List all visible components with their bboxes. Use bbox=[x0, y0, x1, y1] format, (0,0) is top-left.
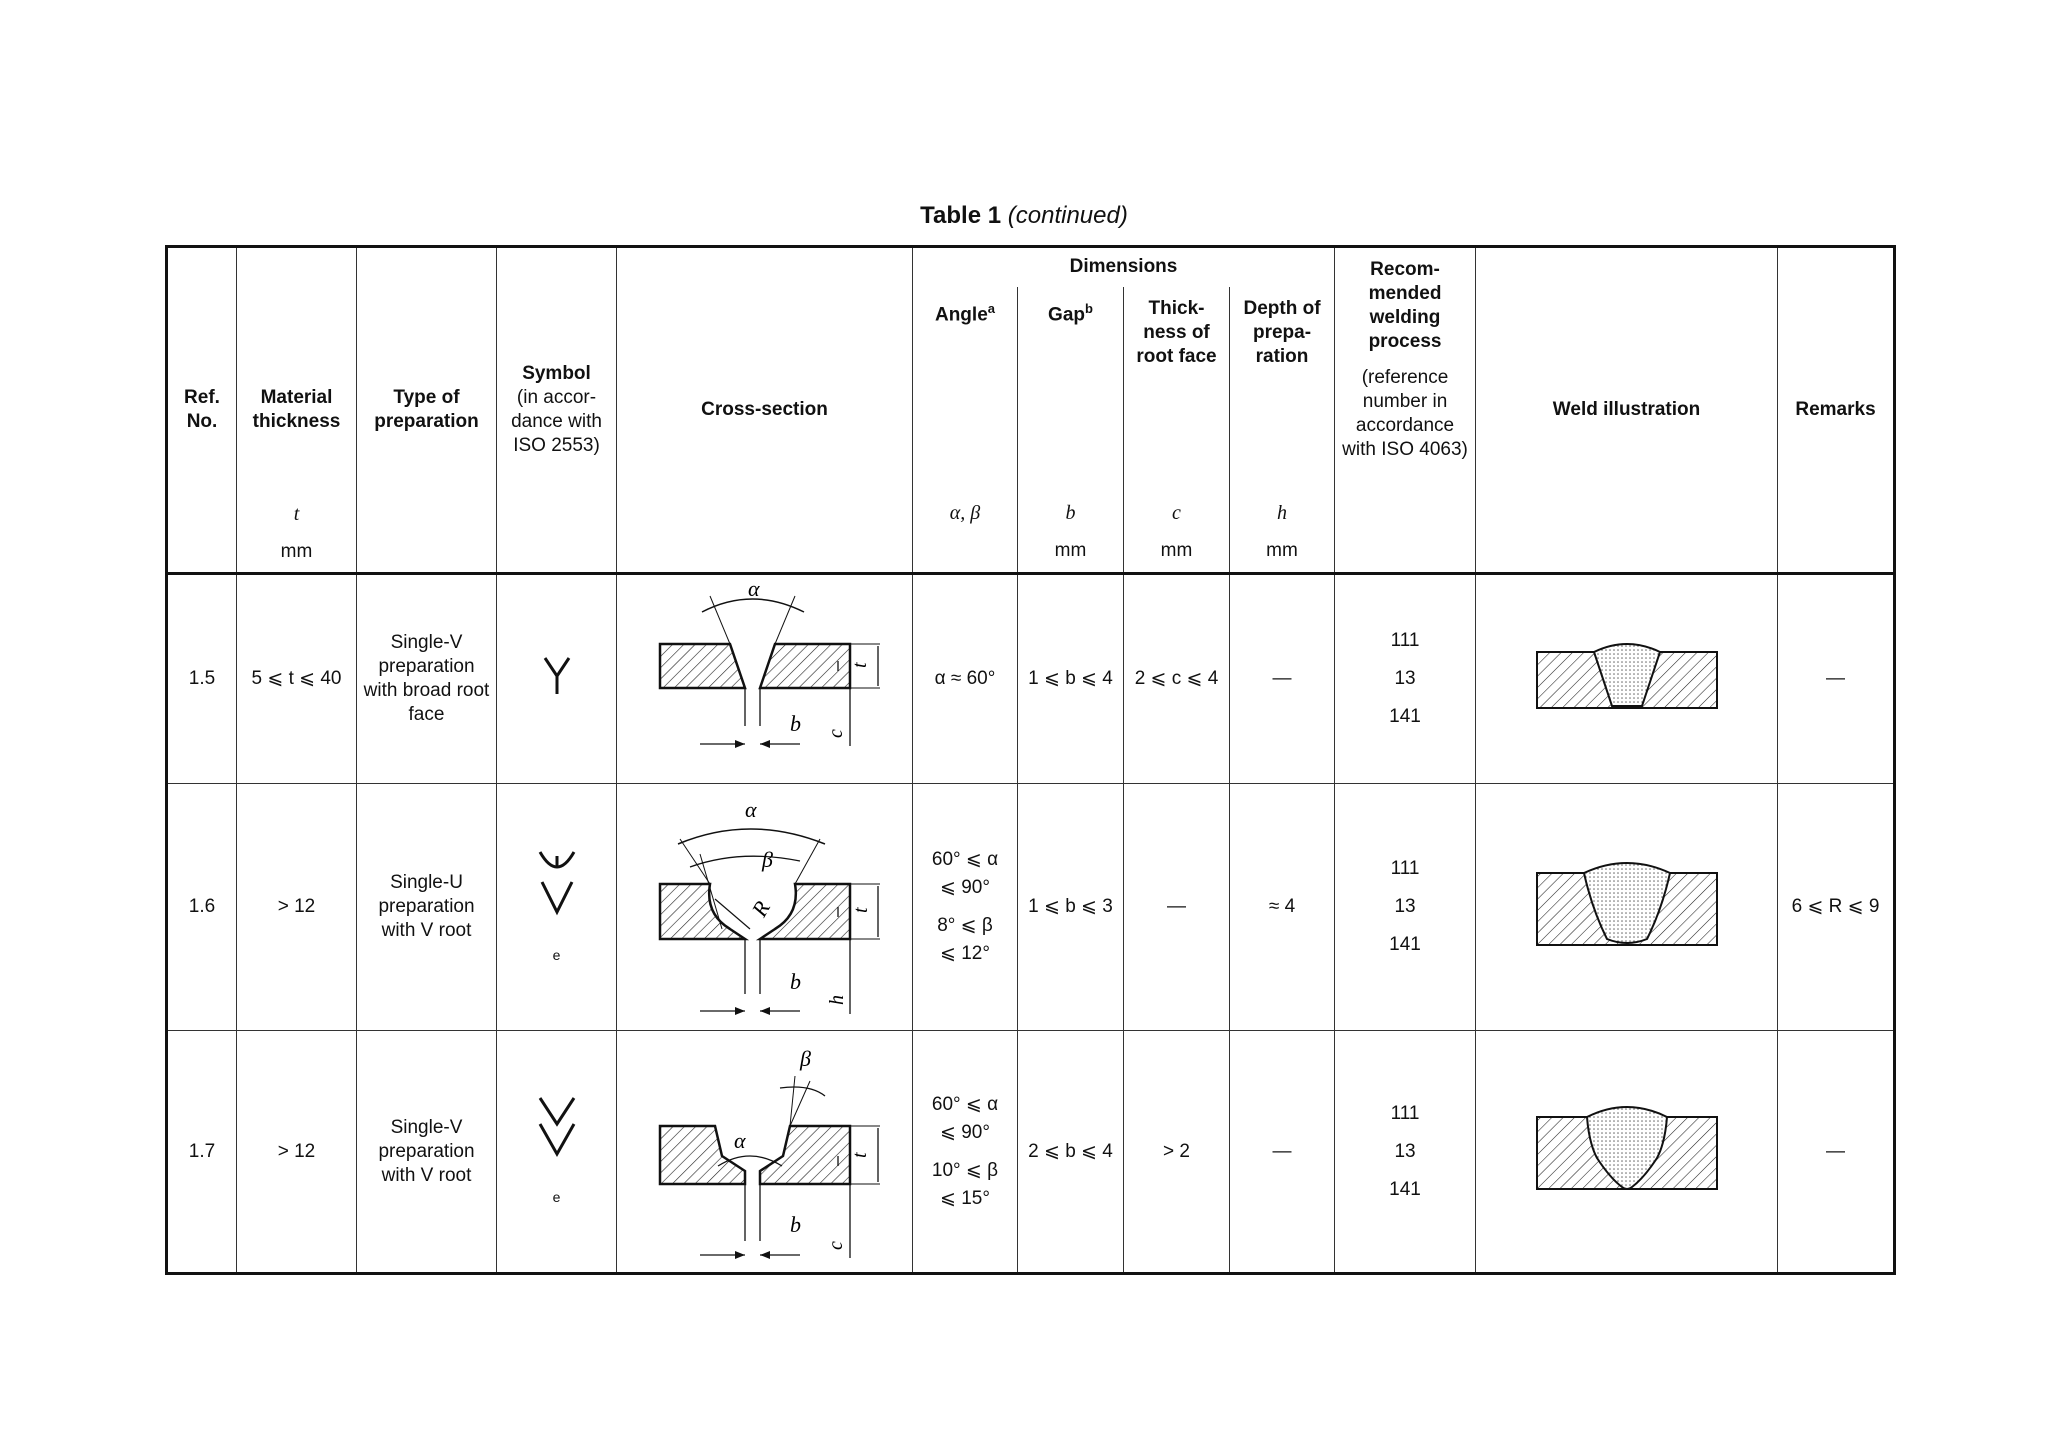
alpha-label: α bbox=[744, 796, 757, 822]
header-dimensions: Dimensions bbox=[913, 247, 1335, 287]
header-depth: Depth of prepa-ration h mm bbox=[1230, 287, 1335, 574]
alpha-label: α bbox=[733, 1127, 746, 1153]
header-weld-illustration: Weld illustration bbox=[1476, 247, 1778, 574]
type-of-preparation: Single-V preparation with broad root face bbox=[357, 574, 497, 784]
b-label: b bbox=[789, 710, 801, 736]
header-material-thickness: Material thickness t mm bbox=[237, 247, 357, 574]
single-u-v-root-symbol-icon bbox=[534, 848, 580, 918]
beta-label: β bbox=[761, 846, 773, 872]
h-label: h bbox=[825, 994, 848, 1005]
cross-section-single-u-v-root bbox=[650, 789, 880, 1019]
b-label: b bbox=[789, 1211, 801, 1237]
remarks: — bbox=[1778, 574, 1895, 784]
symbol-footnote: e bbox=[552, 1189, 561, 1205]
header-process: Recom-mended welding process (reference number in accordance with ISO 4063) bbox=[1335, 247, 1476, 574]
header-symbol-note: (in accor-dance with ISO 2553) bbox=[511, 387, 602, 456]
header-ref-no: Ref. No. bbox=[167, 247, 237, 574]
weld-illustration-single-v-v-root bbox=[1532, 1103, 1722, 1193]
weld-illustration bbox=[1476, 574, 1778, 784]
remarks: — bbox=[1778, 1031, 1895, 1274]
single-v-v-root-symbol-icon bbox=[534, 1094, 580, 1160]
header-gap: Gap$^b$ b mm bbox=[1018, 287, 1124, 574]
material-thickness: > 12 bbox=[237, 1031, 357, 1274]
root-face-value: > 2 bbox=[1124, 1031, 1230, 1274]
h-symbol: h bbox=[1277, 502, 1287, 525]
header-angle: Angle$^a$ α, β bbox=[913, 287, 1018, 574]
remarks: 6 ⩽ R ⩽ 9 bbox=[1778, 784, 1895, 1031]
b-label: b bbox=[789, 968, 801, 994]
table-row bbox=[167, 784, 1895, 1031]
caption-title: Table 1 bbox=[920, 202, 1002, 229]
weld-illustration bbox=[1476, 784, 1778, 1031]
process-list: 111 13 141 bbox=[1335, 574, 1476, 784]
t-label: t bbox=[849, 906, 872, 913]
t-label: t bbox=[848, 1151, 871, 1158]
gap-value: 1 ⩽ b ⩽ 3 bbox=[1018, 784, 1124, 1031]
weld-illustration-single-u-v-root bbox=[1532, 859, 1722, 949]
t-unit: mm bbox=[280, 541, 313, 562]
process-list: 111 13 141 bbox=[1335, 784, 1476, 1031]
c-symbol: c bbox=[1172, 502, 1181, 525]
root-face-value: 2 ⩽ c ⩽ 4 bbox=[1124, 574, 1230, 784]
ref-no: 1.5 bbox=[167, 574, 237, 784]
cross-section-single-v-broad-root bbox=[650, 576, 880, 776]
header-cross-section: Cross-section bbox=[617, 247, 913, 574]
header-symbol: Symbol (in accor-dance with ISO 2553) bbox=[497, 247, 617, 574]
weld-illustration bbox=[1476, 1031, 1778, 1274]
root-face-value: — bbox=[1124, 784, 1230, 1031]
table-row bbox=[167, 1031, 1895, 1274]
angle-value: 60° ⩽ α ⩽ 90° 10° ⩽ β ⩽ 15° bbox=[913, 1031, 1018, 1274]
material-thickness: 5 ⩽ t ⩽ 40 bbox=[237, 574, 357, 784]
cross-section bbox=[617, 1031, 913, 1274]
alpha-label: α bbox=[747, 575, 760, 601]
joint-preparation-table bbox=[165, 245, 1896, 1275]
type-of-preparation: Single-U preparation with V root bbox=[357, 784, 497, 1031]
weld-illustration-single-v-broad-root bbox=[1532, 636, 1722, 716]
b-unit: mm bbox=[1054, 540, 1087, 562]
table-row bbox=[167, 574, 1895, 784]
symbol bbox=[497, 784, 617, 1031]
cross-section-single-v-v-root bbox=[650, 1036, 880, 1261]
c-label: c bbox=[824, 1240, 847, 1250]
type-of-preparation: Single-V preparation with V root bbox=[357, 1031, 497, 1274]
angle-symbol: α, β bbox=[949, 502, 981, 525]
beta-label: β bbox=[799, 1045, 811, 1071]
depth-value: ≈ 4 bbox=[1230, 784, 1335, 1031]
header-root-face: Thick-ness of root face c mm bbox=[1124, 287, 1230, 574]
ref-no: 1.7 bbox=[167, 1031, 237, 1274]
angle-value: 60° ⩽ α ⩽ 90° 8° ⩽ β ⩽ 12° bbox=[913, 784, 1018, 1031]
single-v-broad-root-face-symbol-icon bbox=[537, 654, 577, 698]
depth-value: — bbox=[1230, 574, 1335, 784]
material-thickness: > 12 bbox=[237, 784, 357, 1031]
radius-label: R bbox=[746, 896, 775, 921]
gap-value: 2 ⩽ b ⩽ 4 bbox=[1018, 1031, 1124, 1274]
process-list: 111 13 141 bbox=[1335, 1031, 1476, 1274]
depth-value: — bbox=[1230, 1031, 1335, 1274]
c-unit: mm bbox=[1160, 540, 1193, 562]
cross-section bbox=[617, 784, 913, 1031]
header-remarks: Remarks bbox=[1778, 247, 1895, 574]
header-process-note: (reference number in accordance with ISO 4063) bbox=[1342, 367, 1468, 460]
symbol bbox=[497, 1031, 617, 1274]
symbol-footnote: e bbox=[552, 946, 561, 963]
caption-suffix: (continued) bbox=[1007, 202, 1128, 229]
ref-no: 1.6 bbox=[167, 784, 237, 1031]
t-label: t bbox=[848, 661, 871, 668]
symbol bbox=[497, 574, 617, 784]
gap-value: 1 ⩽ b ⩽ 4 bbox=[1018, 574, 1124, 784]
h-unit: mm bbox=[1266, 540, 1298, 562]
c-label: c bbox=[824, 728, 847, 738]
b-symbol: b bbox=[1065, 502, 1076, 525]
cross-section bbox=[617, 574, 913, 784]
t-symbol: t bbox=[293, 503, 300, 525]
angle-value: α ≈ 60° bbox=[913, 574, 1018, 784]
header-type-of-preparation: Type of preparation bbox=[357, 247, 497, 574]
table-caption bbox=[0, 202, 2048, 230]
